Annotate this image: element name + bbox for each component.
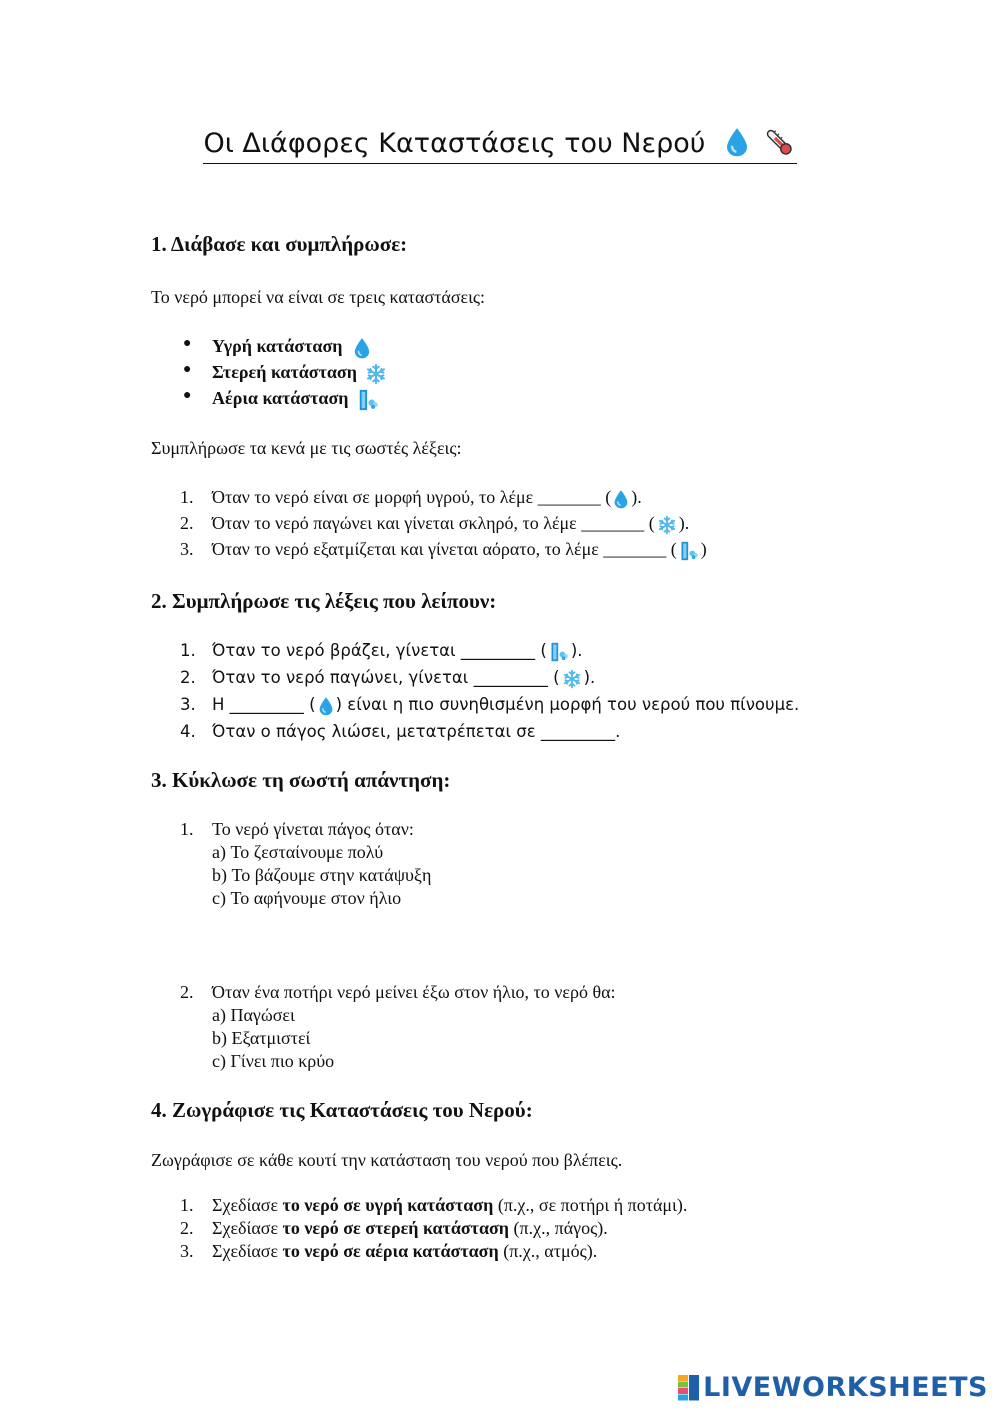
list-item xyxy=(0,362,600,388)
bullet: ● xyxy=(183,388,192,403)
water-drop-icon xyxy=(613,489,629,509)
water-drop-icon xyxy=(724,127,750,157)
question: 1. Το νερό γίνεται πάγος όταν: xyxy=(180,819,414,839)
section3-heading: 3. Κύκλωσε τη σωστή απάντηση: xyxy=(151,768,451,792)
section1-heading: 1. Διάβασε και συμπλήρωσε: xyxy=(151,232,408,256)
list-item: 1. Σχεδίασε το νερό σε υγρή κατάσταση (π.χ., σε ποτήρι ή ποτάμι). xyxy=(180,1195,688,1215)
bullet: ● xyxy=(183,336,192,351)
thermometer-icon xyxy=(763,126,795,158)
logo-mark-icon xyxy=(678,1375,700,1401)
worksheet-title xyxy=(0,126,1000,164)
list-item: 4. Όταν ο πάγος λιώσει, μετατρέπεται σε _________. xyxy=(180,722,621,741)
answer-option[interactable]: c) Το αφήνουμε στον ήλιο xyxy=(212,888,402,908)
answer-option[interactable]: b) Το βάζουμε στην κατάψυξη xyxy=(212,865,432,885)
section1-intro: Το νερό μπορεί να είναι σε τρεις καταστάσεις: xyxy=(151,287,486,307)
water-drop-icon xyxy=(318,696,334,716)
list-item xyxy=(0,336,600,362)
list-item: 3. Όταν το νερό εξατμίζεται και γίνεται αόρατο, το λέμε _______ ( ) xyxy=(180,539,707,559)
logo-text: LIVEWORKSHEETS xyxy=(703,1372,988,1403)
answer-option[interactable]: b) Εξατμιστεί xyxy=(212,1028,311,1048)
list-item: 1. Όταν το νερό είναι σε μορφή υγρού, το λέμε _______ ( ). xyxy=(180,487,642,507)
section2-heading: 2. Συμπλήρωσε τις λέξεις που λείπουν: xyxy=(151,589,497,613)
bullet: ● xyxy=(183,362,192,377)
steam-icon xyxy=(549,642,569,662)
answer-option[interactable]: a) Παγώσει xyxy=(212,1005,295,1025)
state-gas: Αέρια κατάσταση xyxy=(212,388,349,408)
list-item: 2. Όταν το νερό παγώνει και γίνεται σκληρό, το λέμε _______ ( ). xyxy=(180,513,690,533)
list-item: 2. Όταν το νερό παγώνει, γίνεται _________ ( ). xyxy=(180,668,596,687)
list-item: 1. Όταν το νερό βράζει, γίνεται _________ ( ). xyxy=(180,641,583,660)
section4-heading: 4. Ζωγράφισε τις Καταστάσεις του Νερού: xyxy=(151,1098,533,1122)
list-item: 2. Σχεδίασε το νερό σε στερεή κατάσταση (π.χ., πάγος). xyxy=(180,1218,608,1238)
steam-icon xyxy=(357,389,379,411)
list-item: 3. Η _________ ( ) είναι η πιο συνηθισμένη μορφή του νερού που πίνουμε. xyxy=(180,695,800,714)
list-item: 3. Σχεδίασε το νερό σε αέρια κατάσταση (π.χ., ατμός). xyxy=(180,1241,598,1261)
snowflake-icon xyxy=(365,363,387,385)
state-liquid: Υγρή κατάσταση xyxy=(212,336,343,356)
section1-instruction: Συμπλήρωσε τα κενά με τις σωστές λέξεις: xyxy=(151,438,462,458)
section4-instruction: Ζωγράφισε σε κάθε κουτί την κατάσταση του νερού που βλέπεις. xyxy=(151,1150,623,1170)
snowflake-icon xyxy=(562,669,582,689)
answer-option[interactable]: a) Το ζεσταίνουμε πολύ xyxy=(212,842,384,862)
liveworksheets-logo[interactable] xyxy=(678,1372,988,1403)
steam-icon xyxy=(679,541,699,561)
list-item xyxy=(0,388,600,414)
state-solid: Στερεή κατάσταση xyxy=(212,362,357,382)
title-text: Οι Διάφορες Καταστάσεις του Νερού xyxy=(203,128,706,159)
water-drop-icon xyxy=(353,337,371,359)
question: 2. Όταν ένα ποτήρι νερό μείνει έξω στον ήλιο, το νερό θα: xyxy=(180,982,616,1002)
snowflake-icon xyxy=(657,515,677,535)
answer-option[interactable]: c) Γίνει πιο κρύο xyxy=(212,1051,335,1071)
